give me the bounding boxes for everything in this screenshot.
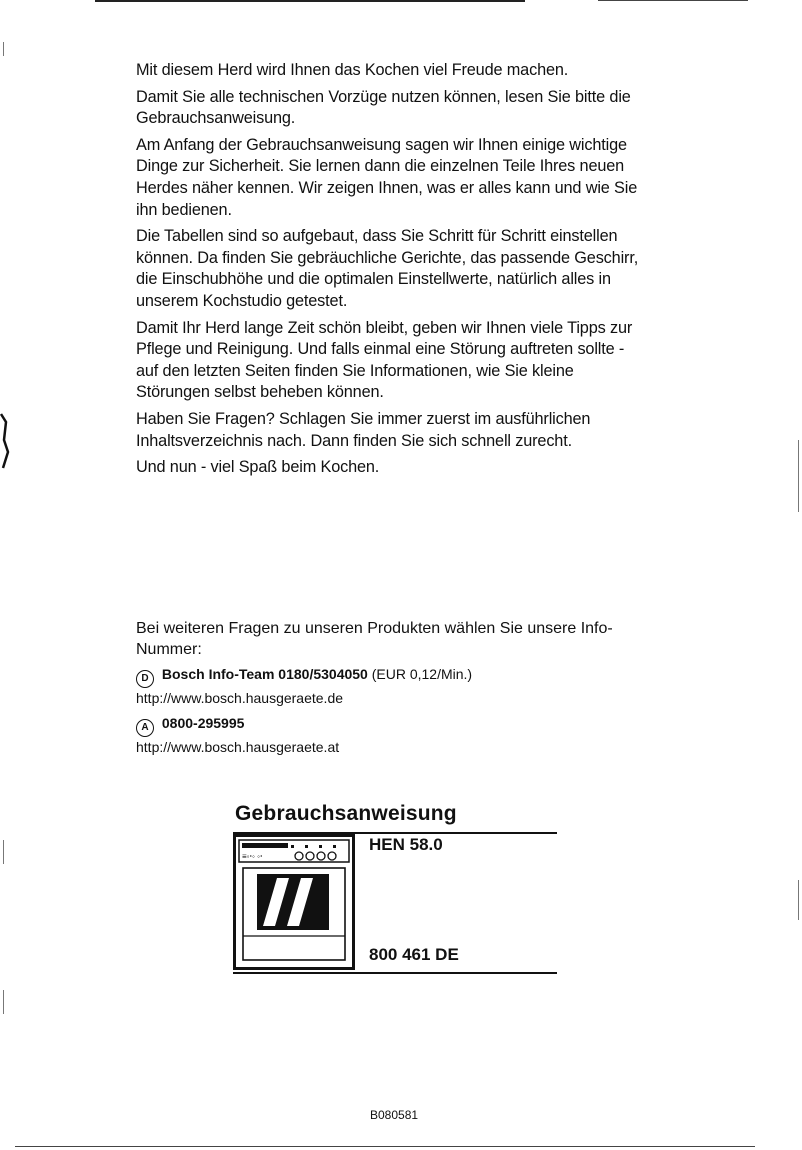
scan-edge-top-right xyxy=(598,0,748,1)
intro-paragraph: Damit Ihr Herd lange Zeit schön bleibt, geben wir Ihnen viele Tipps zur Pflege und Reinigung. Und falls einmal eine Störung auftreten sollte - auf den letzten Seiten finden Sie Informationen, wie Sie kleine Störungen selbst beheben können. xyxy=(136,318,633,402)
contact-austria xyxy=(136,713,656,737)
country-badge-de: D xyxy=(136,670,154,688)
article-number: 800 461 DE xyxy=(369,945,459,964)
bosch-info-team: Bosch Info-Team 0180/5304050 xyxy=(161,666,368,682)
document-number: B080581 xyxy=(370,1108,419,1122)
svg-text:≡◦⋅◦ ◦⋅: ≡◦⋅◦ ◦⋅ xyxy=(242,852,263,861)
scan-edge-right xyxy=(798,440,799,512)
intro-text xyxy=(136,60,646,484)
contact-block xyxy=(136,618,656,758)
contact-intro: Bei weiteren Fragen zu unseren Produkten wählen Sie unsere Info-Nummer: xyxy=(136,620,613,658)
call-rate: (EUR 0,12/Min.) xyxy=(371,666,473,682)
intro-paragraph: Haben Sie Fragen? Schlagen Sie immer zuerst im ausführlichen Inhaltsverzeichnis nach. Dann finden Sie sich schnell zurecht. xyxy=(136,409,591,450)
scan-edge-left xyxy=(3,840,4,864)
country-badge-at: A xyxy=(136,719,154,737)
oven-illustration xyxy=(233,834,355,970)
intro-paragraph: Am Anfang der Gebrauchsanweisung sagen wir Ihnen einige wichtige Dinge zur Sicherheit. Sie lernen dann die einzelnen Teile Ihres neuen Herdes näher kennen. Wir zeigen Ihnen, was er alles kann und wie Sie ihn bedienen. xyxy=(136,135,638,219)
url-germany[interactable]: http://www.bosch.hausgeraete.de xyxy=(136,690,344,706)
intro-paragraph: Und nun - viel Spaß beim Kochen. xyxy=(136,458,380,477)
divider xyxy=(233,972,557,974)
scan-edge-top xyxy=(95,0,525,2)
url-austria[interactable]: http://www.bosch.hausgeraete.at xyxy=(136,739,340,755)
manual-title: Gebrauchsanweisung xyxy=(235,802,457,825)
intro-paragraph: Damit Sie alle technischen Vorzüge nutzen können, lesen Sie bitte die Gebrauchsanweisung. xyxy=(136,87,631,128)
model-number: HEN 58.0 xyxy=(369,835,443,854)
oven-icon xyxy=(233,834,355,970)
scan-edge-left xyxy=(3,990,4,1014)
contact-germany xyxy=(136,664,656,688)
scan-edge-left xyxy=(3,42,4,56)
scan-smudge xyxy=(0,412,10,470)
austria-phone: 0800-295995 xyxy=(161,715,245,731)
intro-paragraph: Die Tabellen sind so aufgebaut, dass Sie Schritt für Schritt einstellen können. Da finden Sie gebräuchliche Gerichte, das passende Geschirr, die Einschubhöhe und die optimalen Einstellwerte, natürlich alles in unserem Kochstudio getestet. xyxy=(136,227,639,310)
intro-paragraph: Mit diesem Herd wird Ihnen das Kochen viel Freude machen. xyxy=(136,61,569,79)
manual-label xyxy=(233,802,557,974)
scan-edge-bottom xyxy=(15,1146,755,1147)
scan-edge-right xyxy=(798,880,799,920)
